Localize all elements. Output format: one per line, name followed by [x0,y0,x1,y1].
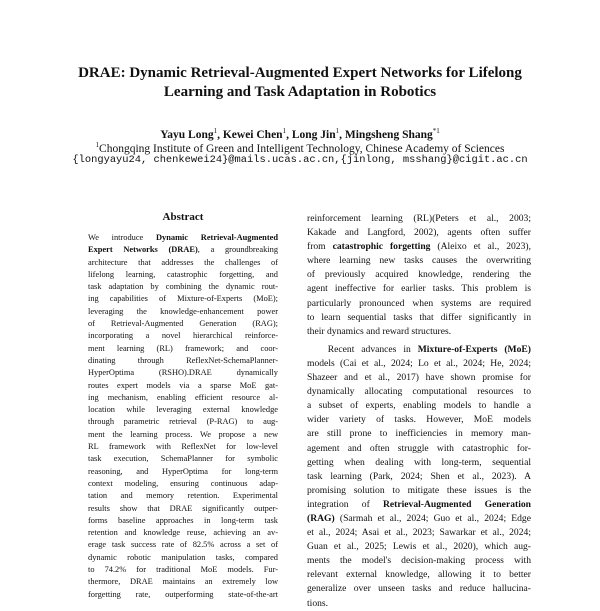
body-line: getting when dealing with long-term, sequential [307,456,531,468]
body-line: Kakade and Langford, 2002), agents often suffer [307,227,531,239]
body-line: where learning new tasks causes the overwriting [307,255,531,267]
body-line: promising solution to mitigate these issues is the [307,484,531,496]
body-line: generalize over unseen tasks and reduce hallucina- [307,583,531,595]
author-list: Yayu Long$^1$, Kewei Chen$^1$, Long Jin$^1$, Mingsheng Shang$^{*1}$ [160,127,440,141]
abstract-line: dinating through ReflexNet-SchemaPlanner- [88,355,278,365]
author-affil-mark: 1 [213,127,218,135]
abstract-line: forgetting rate, outperforming state-of-the-art [88,589,278,599]
title-line-1: DRAE: Dynamic Retrieval-Augmented Expert Networks for Lifelong [78,65,522,81]
body-line: to learn sequential tasks that differ significantly in [307,311,531,323]
abstract-line: dynamic robotic manipulation tasks, compared [88,552,278,562]
body-line: reinforcement learning (RL)(Peters et al., 2003; [307,213,531,224]
paper-title [40,64,560,102]
abstract-line: through parametric retrieval (P-RAG) to aug- [88,417,278,427]
abstract-line: We introduce Dynamic Retrieval-Augmented [88,233,278,242]
body-line: agement and often struggle with catastrophic for- [307,442,531,454]
abstract-line: architecture that addresses the challenges of [88,257,278,267]
bold-term: Retrieval-Augmented Generation [382,498,531,510]
body-line: agent ineffective for earlier tasks. This problem is [307,283,531,295]
abstract-line: erage task success rate of 82.5% across a set of [88,540,278,550]
abstract-line: HyperOptima (RSHO).DRAE dynamically [88,368,278,378]
author-affil-mark: *1 [432,127,440,135]
abstract-line: location while leveraging external knowledge [88,405,278,415]
body-line: wider variety of tasks. However, MoE models [307,414,531,426]
abstract-line: to 74.2% for traditional MoE models. Fur- [88,565,278,575]
bold-term: Dynamic Retrieval-Augmented [155,233,278,242]
abstract-line: Expert Networks (DRAE), a groundbreaking [88,245,279,255]
abstract-line: reasoning, and HyperOptima for long-term [88,466,278,476]
author-name: Yayu Long [160,128,214,141]
abstract-line: thermore, DRAE maintains an extremely low [88,577,278,587]
title-line-2: Learning and Task Adaptation in Robotics [163,84,437,100]
body-line: from catastrophic forgetting (Aleixo et al., 2023), [307,241,531,253]
abstract-line: tation and memory retention. Experimental [88,491,278,501]
author-name: Kewei Chen [222,128,283,141]
abstract-line: ment learning (RL) framework; and coor- [88,343,278,353]
body-line: integration of Retrieval-Augmented Generation [307,498,531,510]
body-line: their dynamics and reward structures. [307,325,452,337]
body-line: are still prone to inefficiencies in memory man- [307,428,531,440]
author-name: Long Jin [291,128,336,141]
bold-term: Mixture-of-Experts (MoE) [417,343,531,355]
body-line: (RAG) (Sarmah et al., 2024; Guo et al., 2024; Edge [307,512,531,524]
body-line: Recent advances in Mixture-of-Experts (MoE) [327,343,531,355]
body-line: dynamically allocating computational resources to [307,386,531,398]
body-line: Guan et al., 2025; Lewis et al., 2020), which aug- [307,541,531,553]
body-line: tions. [307,597,329,609]
abstract-line: context modeling, ensuring continuous adap- [88,478,278,488]
author-emails: {longyayu24, chenkewei24}@mails.ucas.ac.cn,{jinlong, msshang}@cigit.ac.cn [72,154,528,166]
body-line: a subset of experts, enabling models to handle a [307,400,531,412]
author-affil-mark: 1 [335,127,340,135]
body-line: task learning (Park, 2024; Shen et al., 2023). A [307,470,531,482]
body-line: particularly pronounced when systems are required [307,297,531,309]
abstract-line: ment the learning process. We propose a new [88,429,278,439]
body-line: relevant external knowledge, allowing it to better [307,569,531,581]
bold-term: catastrophic forgetting [332,241,431,253]
abstract-line: task adaptation by combining the dynamic rout- [88,282,278,292]
bold-term: Expert Networks (DRAE) [88,245,198,255]
body-line: ments the model's decision-making process with [307,555,531,567]
body-line: et al., 2024; Asai et al., 2023; Sawarkar et al., 2024; [307,527,531,539]
abstract-line: incorporating a novel hierarchical reinforce- [88,331,278,341]
abstract-line: retention and knowledge reuse, achieving an av- [88,528,278,538]
abstract-line: RL framework with ReflexNet for low-level [88,442,278,452]
affiliation-mark: 1 [95,141,100,149]
body-column-right [307,212,531,611]
abstract-line: task execution, SchemaPlanner for symbolic [88,454,278,464]
abstract-line: of Retrieval-Augmented Generation (RAG); [88,319,278,329]
abstract-line: routes expert models via a sparse MoE gat- [88,380,278,390]
abstract-body [88,232,278,601]
author-name: Mingsheng Shang [344,128,433,141]
abstract-line: ing capabilities of Mixture-of-Experts (MoE); [88,294,278,304]
author-affil-mark: 1 [282,127,287,135]
body-line: models (Cai et al., 2024; Lo et al., 2024; He, 2024; [307,357,531,369]
body-line: of previously acquired knowledge, rendering the [307,269,531,281]
abstract-heading: Abstract [162,211,204,223]
abstract-line: results show that DRAE significantly outper- [88,503,278,513]
affiliation-text: Chongqing Institute of Green and Intelligent Technology, Chinese Academy of Sciences [99,142,505,155]
abstract-line: forms baseline approaches in long-term task [88,515,278,525]
abstract-line: leveraging the knowledge-enhancement power [88,306,278,316]
abstract-line: lifelong learning, catastrophic forgetting, and [88,269,278,279]
body-line: Shazeer and et al., 2017) have shown promise for [307,372,531,384]
abstract-line: ing mechanism, enabling efficient resource al- [88,392,278,402]
bold-term: (RAG) [307,512,335,524]
